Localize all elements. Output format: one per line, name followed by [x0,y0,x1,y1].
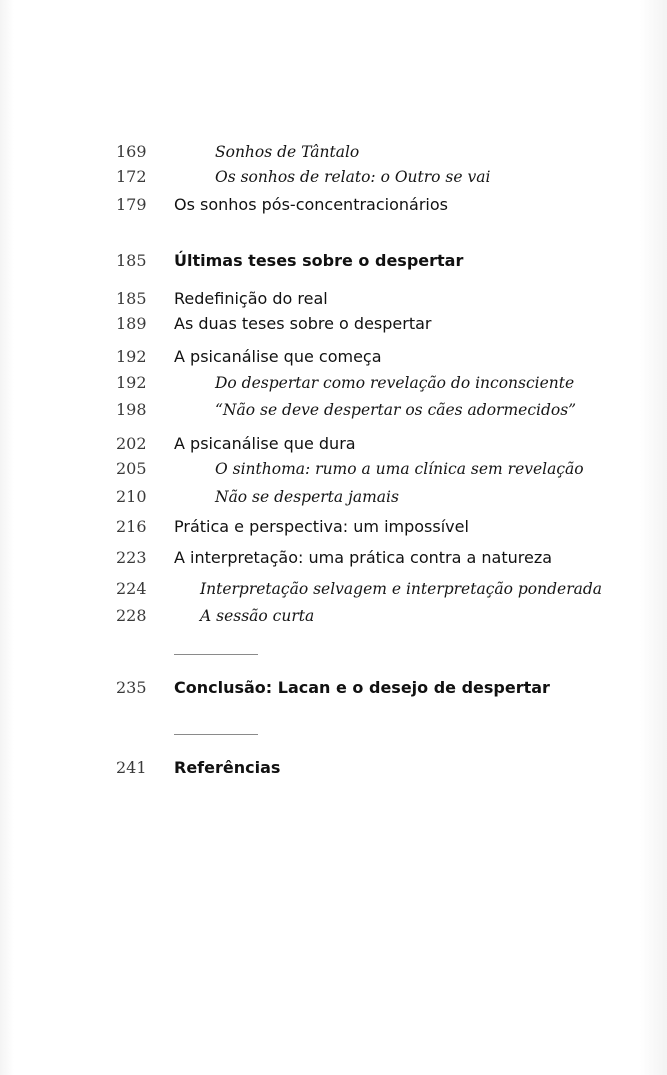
toc-chapter[interactable] [0,755,667,781]
toc-entry[interactable] [0,286,667,312]
entry-title: Os sonhos pós-concentracionários [174,195,448,214]
toc-entry[interactable] [0,164,667,190]
page-number: 179 [116,195,147,214]
entry-title: Redefinição do real [174,289,328,308]
toc-entry[interactable] [0,397,667,423]
page-number: 228 [116,606,147,625]
entry-title: A psicanálise que dura [174,434,356,453]
page-number: 216 [116,517,147,536]
entry-title: A psicanálise que começa [174,347,382,366]
toc-chapter[interactable] [0,675,667,701]
entry-title: Interpretação selvagem e interpretação ponderada [200,580,603,598]
entry-title: Do despertar como revelação do inconsciente [215,374,575,392]
page-number: 210 [116,487,147,506]
page-number: 172 [116,167,147,186]
toc-entry[interactable] [0,431,667,457]
chapter-title: Últimas teses sobre o despertar [174,251,464,270]
toc-entry[interactable] [0,603,667,629]
entry-title: Os sonhos de relato: o Outro se vai [215,168,491,186]
entry-title: O sinthoma: rumo a uma clínica sem revelação [215,460,584,478]
page-number: 169 [116,142,147,161]
entry-title: A interpretação: uma prática contra a natureza [174,548,553,567]
toc-entry[interactable] [0,456,667,482]
page-number: 205 [116,459,147,478]
page-number: 192 [116,347,147,366]
chapter-title: Referências [174,758,281,777]
page-number: 224 [116,579,147,598]
page-number: 223 [116,548,147,567]
entry-title: “Não se deve despertar os cães adormecidos” [215,401,577,419]
page-number: 202 [116,434,147,453]
toc-entry[interactable] [0,139,667,165]
page-number: 241 [116,758,147,777]
page-number: 192 [116,373,147,392]
page-number: 189 [116,314,147,333]
toc-entry[interactable] [0,576,667,602]
page-number: 185 [116,289,147,308]
chapter-title: Conclusão: Lacan e o desejo de despertar [174,678,550,697]
toc-entry[interactable] [0,545,667,571]
section-divider [174,734,258,735]
toc-entry[interactable] [0,192,667,218]
entry-title: As duas teses sobre o despertar [174,314,432,333]
toc-entry[interactable] [0,370,667,396]
toc-entry[interactable] [0,311,667,337]
page-number: 198 [116,400,147,419]
page-number: 235 [116,678,147,697]
entry-title: Não se desperta jamais [215,488,399,506]
toc-entry[interactable] [0,484,667,510]
section-divider [174,654,258,655]
toc-entry[interactable] [0,514,667,540]
entry-title: A sessão curta [200,607,315,625]
page-number: 185 [116,251,147,270]
entry-title: Sonhos de Tântalo [215,143,360,161]
entry-title: Prática e perspectiva: um impossível [174,517,469,536]
toc-chapter[interactable] [0,248,667,274]
toc-entry[interactable] [0,344,667,370]
